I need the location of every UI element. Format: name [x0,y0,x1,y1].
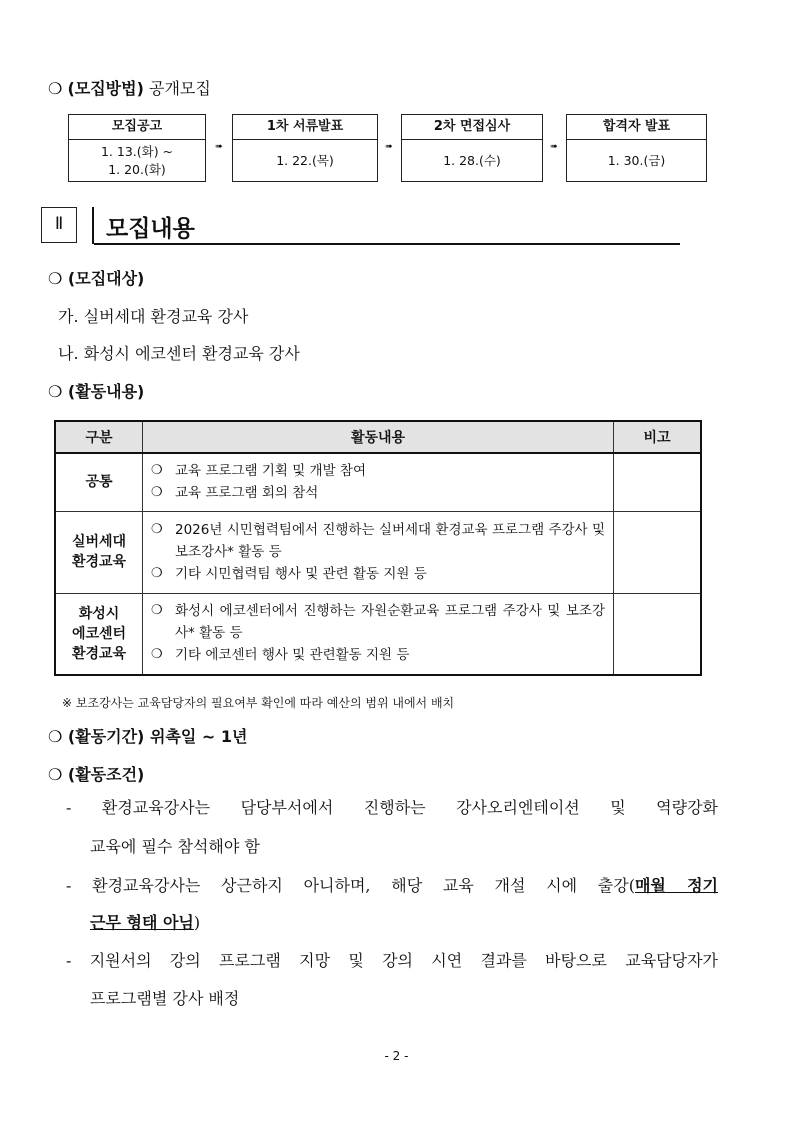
conditions-label: (활동조건) [67,765,145,784]
flow-step-date: 1. 30.(금) [607,153,666,168]
recruit-method-value: 공개모집 [148,79,211,98]
circle-bullet-icon: ❍ [48,382,63,401]
condition-emphasis: 근무 형태 아님 [90,913,194,932]
content-item-text: 교육 프로그램 회의 참석 [175,484,319,501]
period-text: (활동기간) 위촉일 ~ 1년 [67,727,248,746]
target-heading [48,266,144,289]
condition-line: - 지원서의 강의 프로그램 지망 및 강의 시연 결과를 바탕으로 교육담당자가 [66,951,718,970]
flow-step-announcement [68,114,206,182]
target-item: 가. 실버세대 환경교육 강사 [58,307,249,326]
content-item [151,482,605,504]
recruit-method-label: (모집방법) [67,79,144,98]
flow-step-interview [401,114,543,182]
section-divider [92,207,94,244]
target-item: 나. 화성시 에코센터 환경교육 강사 [58,344,300,363]
category-line: 환경교육 [71,554,127,570]
target-label: (모집대상) [67,269,145,288]
arrow-right-icon: ➠ [385,142,393,152]
flow-step-date: 1. 28.(수) [443,153,501,168]
circle-bullet-icon: ❍ [48,765,63,784]
circle-bullet-icon: ❍ [48,269,63,288]
circle-bullet-icon: ❍ [48,79,63,98]
section-title: 모집내용 [106,216,195,242]
circle-bullet-icon: ❍ [151,521,163,537]
row-note [614,453,702,511]
table-row [55,593,701,675]
row-category [55,511,143,593]
section-number-box: Ⅱ [41,207,77,243]
table-header-row [55,421,701,453]
flow-step-title: 2차 면접심사 [402,115,542,140]
flow-step-document-result [232,114,378,182]
flow-step-date-start: 1. 13.(화) ~ [100,144,174,159]
table-row [55,511,701,593]
flow-step-title: 합격자 발표 [567,115,706,140]
row-category [55,593,143,675]
condition-emphasis: 매월 정기 [634,876,718,895]
row-note [614,593,702,675]
recruit-method-line [48,76,211,99]
row-note [614,511,702,593]
content-item [151,460,605,482]
category-line: 실버세대 [71,534,127,550]
activity-heading [48,379,144,402]
content-item-text: 화성시 에코센터에서 진행하는 자원순환교육 프로그램 주강사 및 보조강사* 활동 등 [175,603,605,642]
content-item-text: 교육 프로그램 기획 및 개발 참여 [175,462,366,479]
condition-line: - 환경교육강사는 담당부서에서 진행하는 강사오리엔테이션 및 역량강화 [66,798,718,817]
content-item [151,519,605,563]
content-item-text: 기타 시민협력팀 행사 및 관련 활동 지원 등 [175,565,427,582]
category-line: 화성시 [78,605,120,622]
row-content [143,593,614,675]
period-heading [48,724,247,747]
condition-text: - 환경교육강사는 상근하지 아니하며, 해당 교육 개설 시에 출강( [66,876,635,895]
condition-line: 프로그램별 강사 배정 [90,989,240,1008]
condition-text: ) [193,913,201,932]
arrow-right-icon: ➠ [550,142,558,152]
flow-step-date: 1. 22.(목) [276,153,334,168]
flow-step-title: 1차 서류발표 [233,115,377,140]
row-category [55,453,143,511]
circle-bullet-icon: ❍ [151,484,163,500]
header-note: 비고 [614,421,702,453]
activity-table [54,420,702,676]
footnote: ※ 보조강사는 교육담당자의 필요여부 확인에 따라 예산의 범위 내에서 배치 [62,696,455,710]
circle-bullet-icon: ❍ [48,727,63,746]
content-item [151,644,605,666]
circle-bullet-icon: ❍ [151,462,163,478]
page-number: - 2 - [384,1049,409,1063]
table-row [55,453,701,511]
circle-bullet-icon: ❍ [151,565,163,581]
flow-step-title: 모집공고 [69,115,205,140]
content-item-text: 기타 에코센터 행사 및 관련활동 지원 등 [175,647,410,664]
content-item [151,563,605,585]
flow-step-date [69,140,205,182]
category-line: 공통 [85,474,113,491]
header-content: 활동내용 [143,421,614,453]
circle-bullet-icon: ❍ [151,647,163,663]
row-content [143,453,614,511]
content-item [151,600,605,644]
flow-step-final-announcement [566,114,707,182]
category-line: 환경교육 [71,645,127,662]
condition-line: 교육에 필수 참석해야 함 [90,837,260,856]
conditions-heading [48,762,144,785]
content-item-text: 2026년 시민협력팀에서 진행하는 실버세대 환경교육 프로그램 주강사 및 보조강사* 활동 등 [175,521,605,560]
row-content [143,511,614,593]
section-underline [94,243,680,245]
category-line: 에코센터 [71,625,127,642]
activity-label: (활동내용) [67,382,145,401]
flow-step-date-end: 1. 20.(화) [108,162,166,177]
arrow-right-icon: ➠ [215,142,223,152]
condition-line [66,876,718,896]
circle-bullet-icon: ❍ [151,603,163,619]
condition-line [90,913,200,933]
header-category: 구분 [55,421,143,453]
